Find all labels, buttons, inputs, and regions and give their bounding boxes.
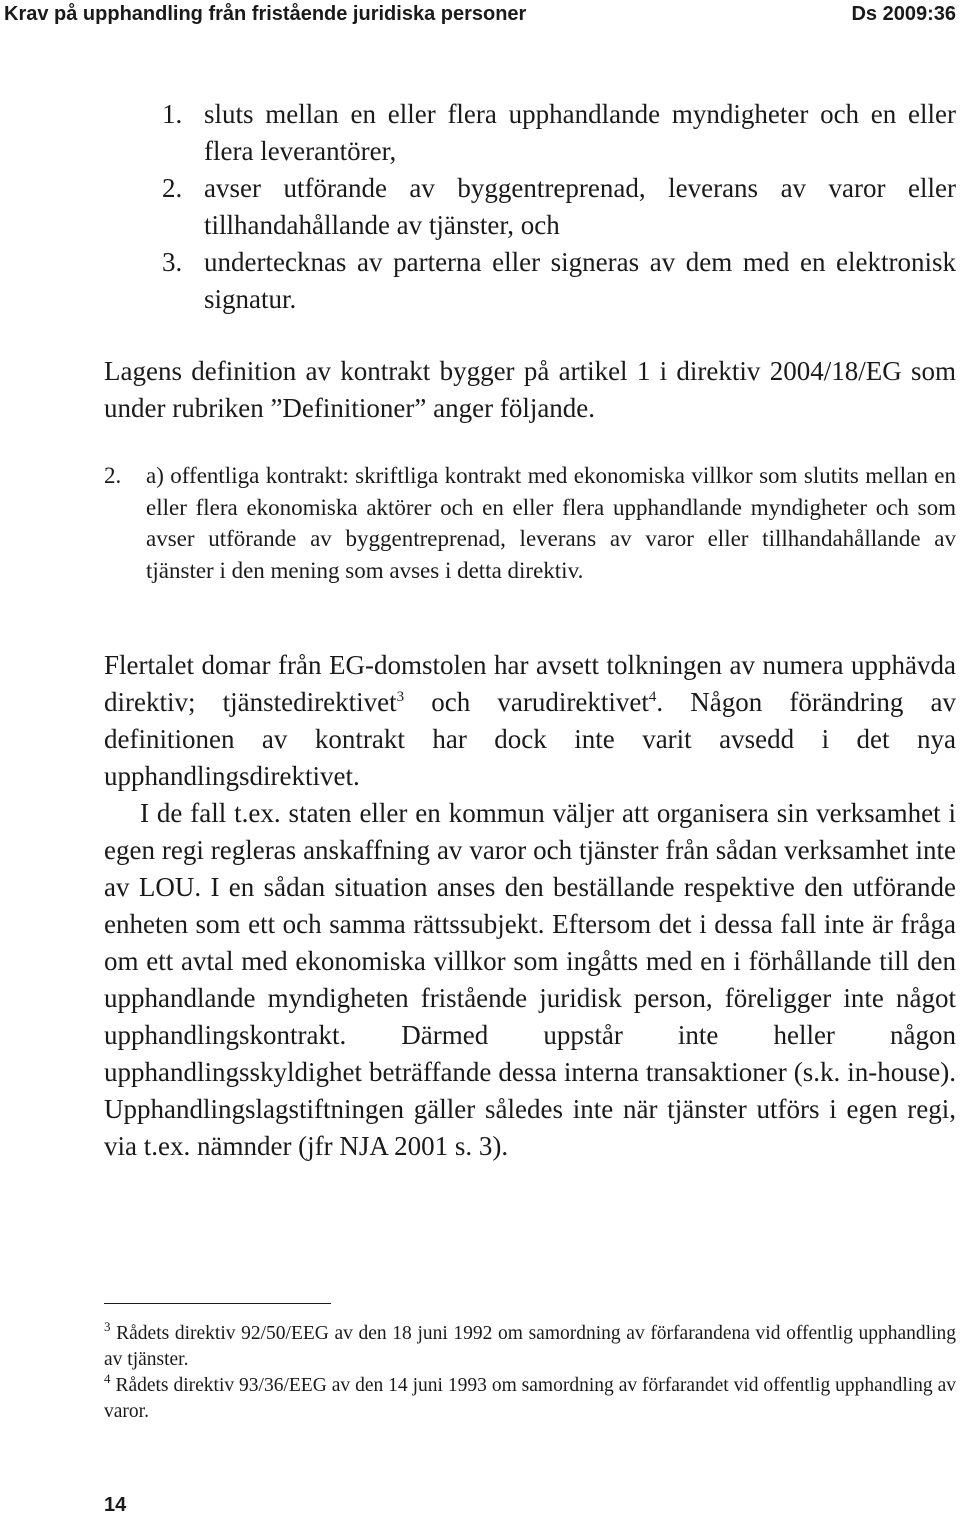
footnote-reference[interactable]: 3	[396, 689, 405, 705]
list-item	[162, 244, 956, 318]
footnote	[104, 1321, 956, 1373]
list-item-text: sluts mellan en eller flera upphandlande myndigheter och en eller flera leverantörer,	[204, 99, 956, 166]
footnote-text: Rådets direktiv 93/36/EEG av den 14 juni 1993 om samordning av förfarandet vid offentlig upphandling av varor.	[104, 1375, 957, 1422]
page-number: 14	[104, 1494, 127, 1516]
list-item-number: 1.	[162, 99, 183, 129]
footnote-reference[interactable]: 4	[648, 689, 657, 705]
footnote-text: Rådets direktiv 92/50/EEG av den 18 juni 1992 om samordning av förfarandena vid offentlig upphandling av tjänster.	[104, 1323, 957, 1370]
header-title: Krav på upphandling från fristående juridiska personer	[4, 3, 527, 25]
footnote-number: 4	[104, 1371, 111, 1386]
footnote	[104, 1373, 956, 1425]
footnote-number: 3	[104, 1319, 111, 1334]
list-item	[162, 170, 956, 244]
paragraph-text: och varudirektivet	[404, 687, 649, 717]
paragraph-text: Flertalet domar från EG-domstolen har avsett tolkningen av numera upphävda direktiv; tjänstedirektivet	[104, 650, 956, 717]
running-header	[0, 0, 960, 30]
footnote-divider	[104, 1303, 331, 1304]
quote-text: a) offentliga kontrakt: skriftliga kontrakt med ekonomiska villkor som slutits mellan en eller flera ekonomiska aktörer och en eller flera upphandlande myndigheter och som avser utförande av byggentreprenad, leverans av varor eller tillhandahållande av tjänster i den mening som avses i detta direktiv.	[146, 463, 956, 583]
list-item-text: avser utförande av byggentreprenad, leverans av varor eller tillhandahållande av tjänster, och	[204, 173, 956, 240]
paragraph-definition-intro: Lagens definition av kontrakt bygger på artikel 1 i direktiv 2004/18/EG som under rubriken ”Definitioner” anger följande.	[104, 356, 956, 423]
paragraph-text: I de fall t.ex. staten eller en kommun väljer att organisera sin verksamhet i egen regi regleras anskaffning av varor och tjänster från sådan verksamhet inte av LOU. I en sådan situation anses den beställande respektive den utförande enheten som ett och samma rättssubjekt. Eftersom det i dessa fall inte är fråga om ett avtal med ekonomiska villkor som ingåtts med en i förhållande till den upphandlande myndigheten fristående juridisk person, föreligger inte något upphandlingskontrakt. Därmed uppstår inte heller någon upphandlingsskyldighet beträffande dessa interna transaktioner (s.k. in-house). Upphandlingslagstiftningen gäller således inte när tjänster utförs i egen regi, via t.ex. nämnder (jfr NJA 2001 s. 3).	[104, 798, 956, 1161]
paragraph-in-house	[104, 795, 956, 1165]
list-item-text: undertecknas av parterna eller signeras av dem med en elektronisk signatur.	[204, 247, 956, 314]
paragraph-case-law	[104, 647, 956, 795]
quote-number: 2.	[104, 463, 122, 488]
paragraph-text: . Någon förändring av definitionen av kontrakt har dock inte varit avsedd i det nya upphandlingsdirektivet.	[104, 687, 956, 791]
list-item-number: 2.	[162, 173, 183, 203]
header-document-id: Ds 2009:36	[851, 3, 956, 25]
numbered-list	[162, 96, 956, 318]
quoted-directive-definition	[104, 460, 956, 586]
list-item	[162, 96, 956, 170]
footnotes	[104, 1321, 956, 1425]
list-item-number: 3.	[162, 247, 183, 277]
